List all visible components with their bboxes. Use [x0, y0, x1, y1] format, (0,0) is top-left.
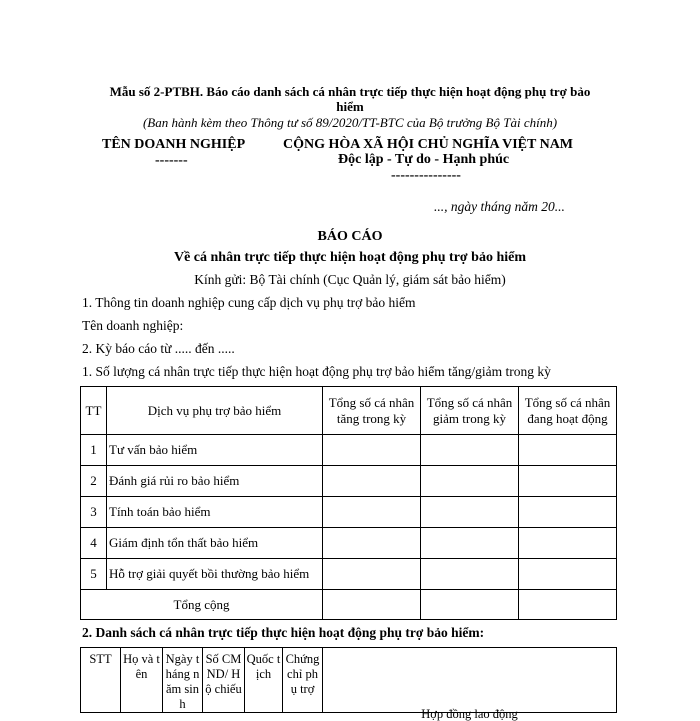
total-label: Tổng cộng — [81, 590, 323, 620]
col-header-stt: STT — [81, 648, 121, 713]
date-line: ..., ngày tháng năm 20... — [434, 199, 565, 214]
col-header-active: Tổng số cá nhân đang hoạt động — [519, 387, 617, 435]
table-row — [81, 435, 617, 466]
col-header-service: Dịch vụ phụ trợ bảo hiểm — [107, 387, 323, 435]
increase-cell[interactable] — [323, 559, 421, 590]
report-title: BÁO CÁO — [317, 229, 383, 244]
row-number: 1 — [81, 435, 107, 466]
addressee: Kính gửi: Bộ Tài chính (Cục Quản lý, giám sát bảo hiểm) — [194, 272, 506, 287]
republic-heading: CỘNG HÒA XÃ HỘI CHỦ NGHĨA VIỆT NAM — [283, 137, 574, 152]
decrease-cell[interactable] — [421, 528, 519, 559]
table-row — [81, 497, 617, 528]
table-row — [81, 559, 617, 590]
increase-cell[interactable] — [323, 466, 421, 497]
active-cell[interactable] — [519, 435, 617, 466]
service-name: Tư vấn bảo hiểm — [107, 435, 323, 466]
section-1-heading: 1. Thông tin doanh nghiệp cung cấp dịch vụ phụ trợ bảo hiểm — [82, 295, 416, 310]
company-dash: ------- — [155, 153, 188, 168]
active-cell[interactable] — [519, 528, 617, 559]
active-cell[interactable] — [519, 466, 617, 497]
form-title-line-1: Mẫu số 2-PTBH. Báo cáo danh sách cá nhân trực tiếp thực hiện hoạt động phụ trợ bảo — [109, 84, 591, 99]
service-name: Hỗ trợ giải quyết bồi thường bảo hiểm — [107, 559, 323, 590]
service-name: Đánh giá rủi ro bảo hiểm — [107, 466, 323, 497]
table-row — [81, 466, 617, 497]
col-header-certificate: Chứng chỉ phụ trợ — [283, 648, 323, 713]
row-number: 4 — [81, 528, 107, 559]
national-motto: Độc lập - Tự do - Hạnh phúc — [338, 152, 510, 167]
service-name: Giám định tổn thất bảo hiểm — [107, 528, 323, 559]
labor-contract-label: Hợp đồng lao động — [421, 707, 518, 721]
increase-cell[interactable] — [323, 528, 421, 559]
row-number: 2 — [81, 466, 107, 497]
decrease-cell[interactable] — [421, 559, 519, 590]
report-period: 2. Kỳ báo cáo từ ..... đến ..... — [82, 341, 235, 356]
active-cell[interactable] — [519, 497, 617, 528]
issued-by-note: (Ban hành kèm theo Thông tư số 89/2020/TT-BTC của Bộ trưởng Bộ Tài chính) — [142, 115, 558, 130]
increase-cell[interactable] — [323, 435, 421, 466]
col-header-labor-contract — [323, 648, 617, 721]
col-header-birth-date: Ngày tháng năm sinh — [163, 648, 203, 713]
form-title-line-2: hiểm — [336, 99, 364, 114]
service-name: Tính toán bảo hiểm — [107, 497, 323, 528]
company-label: TÊN DOANH NGHIỆP — [102, 137, 246, 152]
service-count-table — [80, 386, 617, 620]
total-increase-cell[interactable] — [323, 590, 421, 620]
decrease-cell[interactable] — [421, 497, 519, 528]
active-cell[interactable] — [519, 559, 617, 590]
section-2-heading: 2. Danh sách cá nhân trực tiếp thực hiện hoạt động phụ trợ bảo hiểm: — [82, 625, 485, 640]
company-name-field: Tên doanh nghiệp: — [82, 318, 184, 333]
col-header-increase: Tổng số cá nhân tăng trong kỳ — [323, 387, 421, 435]
table-row — [81, 528, 617, 559]
personnel-list-table — [80, 647, 617, 721]
col-header-nationality: Quốc tịch — [245, 648, 283, 713]
total-active-cell[interactable] — [519, 590, 617, 620]
col-header-full-name: Họ và tên — [121, 648, 163, 713]
total-row — [81, 590, 617, 620]
decrease-cell[interactable] — [421, 435, 519, 466]
total-decrease-cell[interactable] — [421, 590, 519, 620]
row-number: 3 — [81, 497, 107, 528]
motto-dash: --------------- — [391, 168, 461, 183]
table-header-row — [81, 648, 617, 713]
report-subtitle: Về cá nhân trực tiếp thực hiện hoạt động phụ trợ bảo hiểm — [173, 250, 527, 265]
increase-cell[interactable] — [323, 497, 421, 528]
col-header-tt: TT — [81, 387, 107, 435]
table-header-row — [81, 387, 617, 435]
decrease-cell[interactable] — [421, 466, 519, 497]
row-number: 5 — [81, 559, 107, 590]
col-header-decrease: Tổng số cá nhân giảm trong kỳ — [421, 387, 519, 435]
table-1-caption: 1. Số lượng cá nhân trực tiếp thực hiện hoạt động phụ trợ bảo hiểm tăng/giảm trong kỳ — [82, 364, 551, 379]
col-header-id-number: Số CMND/ Hộ chiếu — [203, 648, 245, 713]
